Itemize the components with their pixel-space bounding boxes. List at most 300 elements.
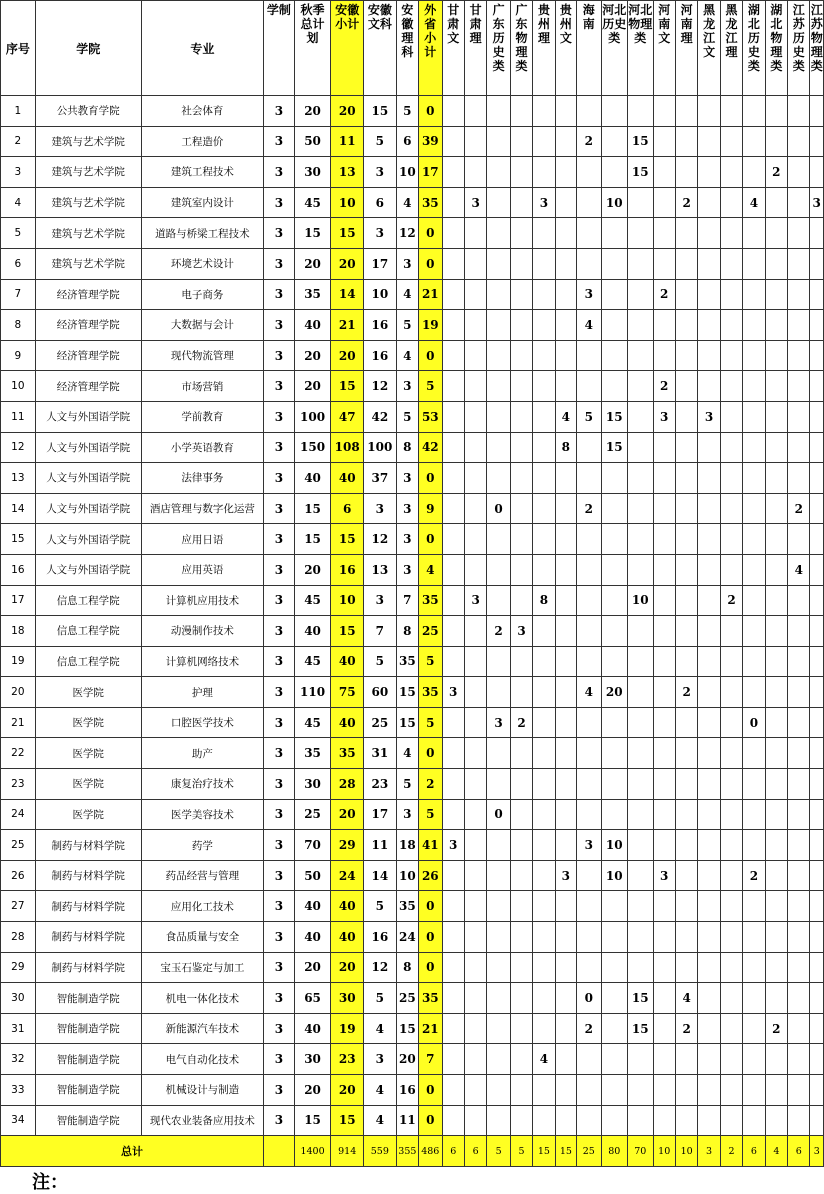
row-anhui-science: 5 bbox=[396, 769, 418, 800]
row-province-15 bbox=[788, 1044, 810, 1075]
row-autumn-total: 35 bbox=[294, 279, 331, 310]
row-province-4 bbox=[533, 126, 555, 157]
row-anhui-science: 15 bbox=[396, 707, 418, 738]
row-index: 22 bbox=[1, 738, 36, 769]
totals-province-4: 15 bbox=[533, 1136, 555, 1167]
row-province-9 bbox=[653, 952, 675, 983]
totals-anhui-arts: 559 bbox=[364, 1136, 397, 1167]
row-province-1 bbox=[464, 616, 486, 647]
row-index: 2 bbox=[1, 126, 36, 157]
row-province-12 bbox=[720, 799, 742, 830]
row-province-1 bbox=[464, 707, 486, 738]
row-province-11 bbox=[698, 340, 720, 371]
row-province-2: 3 bbox=[487, 707, 510, 738]
row-college: 制药与材料学院 bbox=[35, 922, 141, 953]
row-province-0 bbox=[442, 769, 464, 800]
row-province-8 bbox=[628, 922, 653, 953]
row-province-7 bbox=[601, 96, 628, 127]
row-anhui-subtotal: 40 bbox=[331, 922, 364, 953]
row-province-1 bbox=[464, 799, 486, 830]
totals-province-9: 10 bbox=[653, 1136, 675, 1167]
row-province-0 bbox=[442, 1044, 464, 1075]
row-autumn-total: 20 bbox=[294, 1075, 331, 1106]
row-province-6 bbox=[577, 371, 601, 402]
row-province-11 bbox=[698, 554, 720, 585]
totals-province-1: 6 bbox=[464, 1136, 486, 1167]
table-row bbox=[1, 616, 824, 647]
row-province-4 bbox=[533, 248, 555, 279]
row-province-14 bbox=[765, 860, 787, 891]
row-college: 人文与外国语学院 bbox=[35, 524, 141, 555]
row-province-9: 2 bbox=[653, 279, 675, 310]
row-province-1 bbox=[464, 1013, 486, 1044]
row-major: 食品质量与安全 bbox=[141, 922, 263, 953]
row-province-5 bbox=[555, 340, 576, 371]
header-province-9: 河南文 bbox=[653, 1, 675, 96]
row-province-3 bbox=[510, 157, 532, 188]
row-province-6: 2 bbox=[577, 1013, 601, 1044]
row-anhui-arts: 3 bbox=[364, 157, 397, 188]
row-anhui-subtotal: 6 bbox=[331, 493, 364, 524]
row-province-1 bbox=[464, 983, 486, 1014]
row-autumn-total: 45 bbox=[294, 707, 331, 738]
row-province-12 bbox=[720, 524, 742, 555]
row-province-10 bbox=[675, 646, 697, 677]
row-province-6 bbox=[577, 554, 601, 585]
header-province-2: 广东历史类 bbox=[487, 1, 510, 96]
row-province-11 bbox=[698, 769, 720, 800]
row-province-9 bbox=[653, 1044, 675, 1075]
row-college: 制药与材料学院 bbox=[35, 952, 141, 983]
row-province-7 bbox=[601, 738, 628, 769]
row-province-7: 10 bbox=[601, 830, 628, 861]
row-province-12 bbox=[720, 554, 742, 585]
row-province-0 bbox=[442, 922, 464, 953]
table-row bbox=[1, 401, 824, 432]
row-province-15: 2 bbox=[788, 493, 810, 524]
row-province-10: 4 bbox=[675, 983, 697, 1014]
row-autumn-total: 25 bbox=[294, 799, 331, 830]
row-anhui-science: 3 bbox=[396, 493, 418, 524]
row-years: 3 bbox=[264, 860, 295, 891]
row-years: 3 bbox=[264, 707, 295, 738]
row-anhui-arts: 3 bbox=[364, 585, 397, 616]
row-province-7 bbox=[601, 891, 628, 922]
row-province-8 bbox=[628, 218, 653, 249]
row-province-13 bbox=[743, 157, 765, 188]
row-province-14 bbox=[765, 616, 787, 647]
totals-province-12: 2 bbox=[720, 1136, 742, 1167]
table-row bbox=[1, 310, 824, 341]
row-province-14 bbox=[765, 891, 787, 922]
row-province-7 bbox=[601, 554, 628, 585]
row-province-9: 3 bbox=[653, 860, 675, 891]
row-province-10 bbox=[675, 860, 697, 891]
row-province-0 bbox=[442, 371, 464, 402]
row-out-of-province-subtotal: 0 bbox=[419, 738, 442, 769]
row-province-12 bbox=[720, 401, 742, 432]
row-province-6 bbox=[577, 922, 601, 953]
row-province-12 bbox=[720, 677, 742, 708]
row-major: 应用英语 bbox=[141, 554, 263, 585]
row-province-11 bbox=[698, 738, 720, 769]
row-college: 经济管理学院 bbox=[35, 310, 141, 341]
row-province-10 bbox=[675, 463, 697, 494]
row-province-12 bbox=[720, 738, 742, 769]
row-province-10 bbox=[675, 769, 697, 800]
row-anhui-arts: 4 bbox=[364, 1105, 397, 1136]
row-anhui-arts: 17 bbox=[364, 248, 397, 279]
row-province-2 bbox=[487, 554, 510, 585]
row-province-16 bbox=[810, 1075, 824, 1106]
row-province-14: 2 bbox=[765, 1013, 787, 1044]
row-province-15 bbox=[788, 248, 810, 279]
row-province-15 bbox=[788, 371, 810, 402]
row-province-11 bbox=[698, 646, 720, 677]
row-province-16 bbox=[810, 463, 824, 494]
row-province-9 bbox=[653, 922, 675, 953]
row-anhui-arts: 7 bbox=[364, 616, 397, 647]
row-province-1: 3 bbox=[464, 585, 486, 616]
row-province-15 bbox=[788, 524, 810, 555]
row-years: 3 bbox=[264, 524, 295, 555]
row-province-8 bbox=[628, 769, 653, 800]
table-row bbox=[1, 371, 824, 402]
row-province-8: 15 bbox=[628, 126, 653, 157]
row-province-10 bbox=[675, 432, 697, 463]
row-province-9 bbox=[653, 1013, 675, 1044]
row-province-4 bbox=[533, 279, 555, 310]
row-anhui-science: 3 bbox=[396, 463, 418, 494]
row-province-8 bbox=[628, 799, 653, 830]
row-province-7 bbox=[601, 524, 628, 555]
row-out-of-province-subtotal: 25 bbox=[419, 616, 442, 647]
table-row bbox=[1, 524, 824, 555]
row-out-of-province-subtotal: 0 bbox=[419, 463, 442, 494]
row-out-of-province-subtotal: 17 bbox=[419, 157, 442, 188]
row-province-11 bbox=[698, 96, 720, 127]
header-province-4: 贵州理 bbox=[533, 1, 555, 96]
row-province-13 bbox=[743, 96, 765, 127]
row-province-6: 4 bbox=[577, 677, 601, 708]
row-autumn-total: 15 bbox=[294, 1105, 331, 1136]
row-out-of-province-subtotal: 0 bbox=[419, 340, 442, 371]
row-province-11 bbox=[698, 218, 720, 249]
row-province-2 bbox=[487, 922, 510, 953]
row-province-7 bbox=[601, 248, 628, 279]
row-province-3: 3 bbox=[510, 616, 532, 647]
row-province-2 bbox=[487, 310, 510, 341]
row-anhui-arts: 5 bbox=[364, 983, 397, 1014]
row-index: 29 bbox=[1, 952, 36, 983]
row-anhui-arts: 3 bbox=[364, 218, 397, 249]
row-province-11 bbox=[698, 677, 720, 708]
row-province-12 bbox=[720, 126, 742, 157]
row-college: 智能制造学院 bbox=[35, 1044, 141, 1075]
row-college: 医学院 bbox=[35, 769, 141, 800]
row-province-13 bbox=[743, 1013, 765, 1044]
row-province-1: 3 bbox=[464, 187, 486, 218]
row-province-8 bbox=[628, 524, 653, 555]
row-province-4 bbox=[533, 1105, 555, 1136]
header-anhui-arts: 安徽文科 bbox=[364, 1, 397, 96]
row-major: 大数据与会计 bbox=[141, 310, 263, 341]
row-major: 酒店管理与数字化运营 bbox=[141, 493, 263, 524]
table-row bbox=[1, 187, 824, 218]
row-college: 智能制造学院 bbox=[35, 1075, 141, 1106]
row-province-5 bbox=[555, 463, 576, 494]
row-province-5 bbox=[555, 371, 576, 402]
row-autumn-total: 15 bbox=[294, 493, 331, 524]
row-years: 3 bbox=[264, 432, 295, 463]
row-province-15 bbox=[788, 952, 810, 983]
row-anhui-science: 5 bbox=[396, 401, 418, 432]
row-province-1 bbox=[464, 279, 486, 310]
row-province-2 bbox=[487, 371, 510, 402]
row-province-8 bbox=[628, 677, 653, 708]
row-autumn-total: 40 bbox=[294, 616, 331, 647]
row-province-5 bbox=[555, 952, 576, 983]
row-province-0 bbox=[442, 493, 464, 524]
row-province-15 bbox=[788, 463, 810, 494]
row-province-4 bbox=[533, 616, 555, 647]
row-province-6 bbox=[577, 585, 601, 616]
row-province-15 bbox=[788, 922, 810, 953]
row-province-2 bbox=[487, 1105, 510, 1136]
row-province-7 bbox=[601, 463, 628, 494]
row-province-16 bbox=[810, 738, 824, 769]
row-anhui-arts: 12 bbox=[364, 952, 397, 983]
row-province-0 bbox=[442, 585, 464, 616]
row-years: 3 bbox=[264, 983, 295, 1014]
row-index: 6 bbox=[1, 248, 36, 279]
row-province-9 bbox=[653, 707, 675, 738]
row-province-8 bbox=[628, 616, 653, 647]
row-province-15 bbox=[788, 96, 810, 127]
row-province-3 bbox=[510, 952, 532, 983]
row-major: 小学英语教育 bbox=[141, 432, 263, 463]
totals-out-of-province-subtotal: 486 bbox=[419, 1136, 442, 1167]
header-province-10: 河南理 bbox=[675, 1, 697, 96]
row-province-10 bbox=[675, 340, 697, 371]
header-college: 学院 bbox=[35, 1, 141, 96]
row-province-10 bbox=[675, 126, 697, 157]
totals-province-8: 70 bbox=[628, 1136, 653, 1167]
row-province-9 bbox=[653, 96, 675, 127]
row-autumn-total: 45 bbox=[294, 187, 331, 218]
row-province-16 bbox=[810, 1044, 824, 1075]
row-college: 医学院 bbox=[35, 799, 141, 830]
row-major: 环境艺术设计 bbox=[141, 248, 263, 279]
row-college: 信息工程学院 bbox=[35, 646, 141, 677]
row-province-10 bbox=[675, 1075, 697, 1106]
row-province-0 bbox=[442, 126, 464, 157]
row-province-9 bbox=[653, 585, 675, 616]
row-province-10 bbox=[675, 707, 697, 738]
row-province-7 bbox=[601, 616, 628, 647]
row-autumn-total: 20 bbox=[294, 554, 331, 585]
row-province-1 bbox=[464, 1075, 486, 1106]
row-province-14 bbox=[765, 218, 787, 249]
row-anhui-arts: 10 bbox=[364, 279, 397, 310]
row-out-of-province-subtotal: 35 bbox=[419, 585, 442, 616]
row-province-7 bbox=[601, 646, 628, 677]
row-province-12 bbox=[720, 279, 742, 310]
row-major: 药学 bbox=[141, 830, 263, 861]
row-province-12 bbox=[720, 952, 742, 983]
row-province-6 bbox=[577, 157, 601, 188]
row-province-2 bbox=[487, 157, 510, 188]
row-anhui-science: 4 bbox=[396, 187, 418, 218]
row-province-1 bbox=[464, 891, 486, 922]
row-province-5 bbox=[555, 1013, 576, 1044]
row-anhui-science: 20 bbox=[396, 1044, 418, 1075]
row-anhui-subtotal: 14 bbox=[331, 279, 364, 310]
row-province-12 bbox=[720, 1013, 742, 1044]
row-province-2 bbox=[487, 1013, 510, 1044]
row-out-of-province-subtotal: 35 bbox=[419, 983, 442, 1014]
row-province-6 bbox=[577, 463, 601, 494]
row-province-10 bbox=[675, 830, 697, 861]
header-province-0: 甘肃文 bbox=[442, 1, 464, 96]
row-province-14 bbox=[765, 401, 787, 432]
row-major: 建筑室内设计 bbox=[141, 187, 263, 218]
row-province-11 bbox=[698, 891, 720, 922]
row-index: 17 bbox=[1, 585, 36, 616]
row-index: 23 bbox=[1, 769, 36, 800]
row-province-1 bbox=[464, 677, 486, 708]
row-anhui-arts: 25 bbox=[364, 707, 397, 738]
row-province-0 bbox=[442, 463, 464, 494]
row-province-3 bbox=[510, 310, 532, 341]
row-province-7 bbox=[601, 585, 628, 616]
row-province-6: 4 bbox=[577, 310, 601, 341]
note-label: 注： bbox=[32, 1172, 68, 1193]
row-anhui-science: 4 bbox=[396, 738, 418, 769]
row-province-10 bbox=[675, 616, 697, 647]
totals-label: 总计 bbox=[1, 1136, 264, 1167]
row-anhui-subtotal: 20 bbox=[331, 1075, 364, 1106]
row-province-15 bbox=[788, 677, 810, 708]
row-province-4 bbox=[533, 860, 555, 891]
row-province-1 bbox=[464, 463, 486, 494]
row-province-8 bbox=[628, 738, 653, 769]
row-province-8: 15 bbox=[628, 1013, 653, 1044]
row-out-of-province-subtotal: 0 bbox=[419, 952, 442, 983]
row-province-2 bbox=[487, 1044, 510, 1075]
row-anhui-subtotal: 10 bbox=[331, 187, 364, 218]
row-province-1 bbox=[464, 1044, 486, 1075]
row-province-4 bbox=[533, 738, 555, 769]
row-anhui-subtotal: 20 bbox=[331, 799, 364, 830]
row-anhui-subtotal: 20 bbox=[331, 952, 364, 983]
row-anhui-subtotal: 15 bbox=[331, 524, 364, 555]
row-province-0 bbox=[442, 983, 464, 1014]
row-years: 3 bbox=[264, 1105, 295, 1136]
row-autumn-total: 45 bbox=[294, 585, 331, 616]
row-anhui-subtotal: 75 bbox=[331, 677, 364, 708]
row-anhui-arts: 4 bbox=[364, 1075, 397, 1106]
row-province-14 bbox=[765, 340, 787, 371]
row-province-4 bbox=[533, 707, 555, 738]
row-province-13 bbox=[743, 738, 765, 769]
row-province-4 bbox=[533, 371, 555, 402]
row-anhui-subtotal: 40 bbox=[331, 891, 364, 922]
row-province-3 bbox=[510, 983, 532, 1014]
row-province-4 bbox=[533, 646, 555, 677]
row-province-3 bbox=[510, 1044, 532, 1075]
row-province-6 bbox=[577, 96, 601, 127]
row-province-4 bbox=[533, 1013, 555, 1044]
row-anhui-subtotal: 16 bbox=[331, 554, 364, 585]
row-province-8 bbox=[628, 248, 653, 279]
row-province-8 bbox=[628, 707, 653, 738]
row-out-of-province-subtotal: 7 bbox=[419, 1044, 442, 1075]
row-autumn-total: 20 bbox=[294, 248, 331, 279]
row-major: 动漫制作技术 bbox=[141, 616, 263, 647]
row-province-1 bbox=[464, 554, 486, 585]
table-row bbox=[1, 248, 824, 279]
row-years: 3 bbox=[264, 830, 295, 861]
row-province-9 bbox=[653, 738, 675, 769]
row-major: 市场营销 bbox=[141, 371, 263, 402]
row-out-of-province-subtotal: 19 bbox=[419, 310, 442, 341]
row-province-11 bbox=[698, 1105, 720, 1136]
row-anhui-arts: 100 bbox=[364, 432, 397, 463]
table-row bbox=[1, 860, 824, 891]
row-anhui-subtotal: 40 bbox=[331, 463, 364, 494]
row-province-10 bbox=[675, 401, 697, 432]
row-province-9: 3 bbox=[653, 401, 675, 432]
row-province-13 bbox=[743, 830, 765, 861]
row-province-14 bbox=[765, 585, 787, 616]
row-province-5 bbox=[555, 707, 576, 738]
row-province-7 bbox=[601, 952, 628, 983]
row-province-4 bbox=[533, 493, 555, 524]
row-province-6 bbox=[577, 952, 601, 983]
row-province-7: 20 bbox=[601, 677, 628, 708]
row-anhui-arts: 14 bbox=[364, 860, 397, 891]
row-major: 助产 bbox=[141, 738, 263, 769]
row-province-16 bbox=[810, 769, 824, 800]
row-province-2 bbox=[487, 830, 510, 861]
totals-province-0: 6 bbox=[442, 1136, 464, 1167]
row-province-9 bbox=[653, 646, 675, 677]
row-province-13 bbox=[743, 891, 765, 922]
row-province-4 bbox=[533, 677, 555, 708]
row-college: 建筑与艺术学院 bbox=[35, 187, 141, 218]
row-province-11 bbox=[698, 1044, 720, 1075]
row-index: 13 bbox=[1, 463, 36, 494]
row-province-6 bbox=[577, 187, 601, 218]
row-province-2 bbox=[487, 248, 510, 279]
row-province-11 bbox=[698, 983, 720, 1014]
row-province-14 bbox=[765, 96, 787, 127]
row-province-1 bbox=[464, 401, 486, 432]
row-major: 道路与桥梁工程技术 bbox=[141, 218, 263, 249]
row-anhui-subtotal: 40 bbox=[331, 646, 364, 677]
totals-province-5: 15 bbox=[555, 1136, 576, 1167]
row-province-16 bbox=[810, 952, 824, 983]
row-province-12 bbox=[720, 310, 742, 341]
row-autumn-total: 30 bbox=[294, 157, 331, 188]
row-province-10 bbox=[675, 585, 697, 616]
row-anhui-science: 4 bbox=[396, 340, 418, 371]
row-province-3 bbox=[510, 891, 532, 922]
row-major: 新能源汽车技术 bbox=[141, 1013, 263, 1044]
row-province-16 bbox=[810, 340, 824, 371]
row-province-4 bbox=[533, 157, 555, 188]
